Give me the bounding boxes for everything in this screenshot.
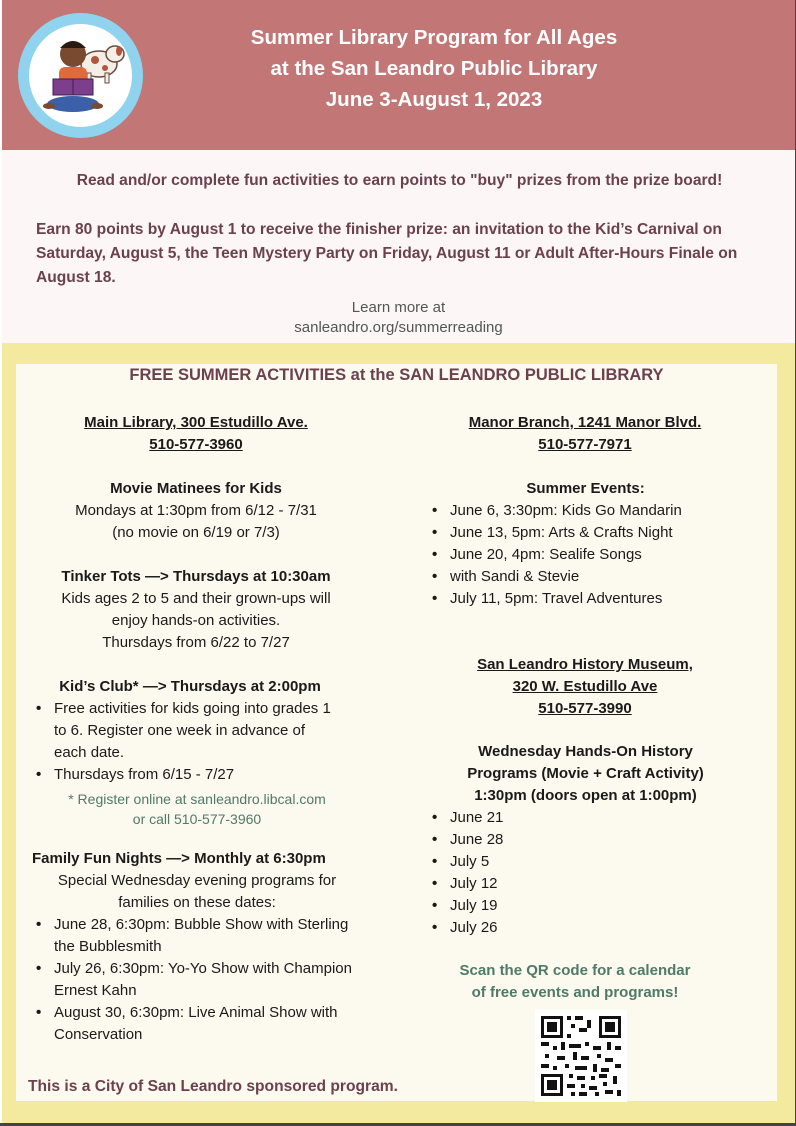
museum-address: 320 W. Estudillo Ave: [512, 678, 658, 695]
child-reading-with-dog-icon: [29, 24, 132, 127]
museum-dates-list: [428, 807, 748, 939]
family-line-2: families on these dates:: [118, 894, 276, 911]
title-line-2: at the San Leandro Public Library: [270, 57, 598, 80]
tinker-line-2: enjoy hands-on activities.: [111, 612, 281, 629]
kids-club-list: [32, 698, 332, 786]
intro-paragraph: Earn 80 points by August 1 to receive the finisher prize: an invitation to the Kid’s Carnival on Saturday, August 5, the Teen Mystery Party on Friday, August 11 or Adult After-Hours Finale on August 18.: [36, 221, 738, 286]
list-item: • July 11, 5pm: Travel Adventures: [428, 588, 748, 610]
list-item: • June 21: [428, 807, 748, 829]
list-item: • July 12: [428, 873, 748, 895]
intro-section: [2, 150, 795, 343]
museum-phone: 510-577-3990: [538, 700, 632, 717]
family-title: Family Fun Nights —> Monthly at 6:30pm: [32, 850, 326, 867]
kids-club-note: [32, 789, 362, 829]
museum-program-line-3: 1:30pm (doors open at 1:00pm): [474, 787, 697, 804]
tinker-line-1: Kids ages 2 to 5 and their grown-ups will: [61, 590, 331, 607]
qr-code-icon: [535, 1010, 627, 1102]
family-line-1: Special Wednesday evening programs for: [57, 872, 337, 889]
kids-club-title: Kid’s Club* —> Thursdays at 2:00pm: [59, 678, 321, 695]
family-fun-section: [32, 848, 372, 1046]
header-banner: [2, 0, 795, 150]
tinker-tots-section: [30, 566, 362, 654]
sponsor-note: This is a City of San Leandro sponsored program.: [28, 1078, 398, 1095]
tinker-title: Tinker Tots —> Thursdays at 10:30am: [61, 568, 331, 585]
header-title: [174, 22, 694, 115]
manor-events-title: Summer Events:: [526, 480, 645, 497]
qr-code[interactable]: [535, 1010, 627, 1102]
list-item: • June 28: [428, 829, 748, 851]
register-phone-note: or call 510-577-3960: [132, 811, 262, 827]
museum-name: San Leandro History Museum,: [477, 656, 693, 673]
list-item: • June 13, 5pm: Arts & Crafts Night: [428, 522, 748, 544]
manor-events-list: [428, 500, 748, 610]
list-item: • with Sandi & Stevie: [428, 566, 748, 588]
list-item: • July 19: [428, 895, 748, 917]
tinker-line-3: Thursdays from 6/22 to 7/27: [102, 634, 290, 651]
learn-more-label: Learn more at: [351, 299, 446, 316]
movie-matinees-section: [40, 478, 352, 544]
intro-headline: Read and/or complete fun activities to earn points to "buy" prizes from the prize board!: [76, 172, 723, 189]
list-item: • August 30, 6:30pm: Live Animal Show with Conservation: [32, 1002, 362, 1046]
museum-program-line-1: Wednesday Hands-On History: [478, 743, 693, 760]
museum-program-section: [428, 741, 748, 939]
list-item: • Thursdays from 6/15 - 7/27: [32, 764, 332, 786]
manor-events-section: [428, 478, 748, 610]
list-item: • July 26, 6:30pm: Yo-Yo Show with Champion Ernest Kahn: [32, 958, 362, 1002]
list-item: • July 5: [428, 851, 748, 873]
main-library-phone: 510-577-3960: [149, 436, 243, 453]
title-line-3: June 3-August 1, 2023: [325, 88, 543, 111]
list-item: • June 20, 4pm: Sealife Songs: [428, 544, 748, 566]
main-library-name: Main Library, 300 Estudillo Ave.: [84, 414, 308, 431]
list-item: • July 26: [428, 917, 748, 939]
movie-title: Movie Matinees for Kids: [110, 480, 282, 497]
library-logo: [18, 13, 143, 138]
list-item: • June 6, 3:30pm: Kids Go Mandarin: [428, 500, 748, 522]
family-list: [32, 914, 362, 1046]
manor-branch-header: [430, 412, 740, 456]
summer-reading-link[interactable]: sanleandro.org/summerreading: [294, 319, 503, 336]
qr-caption-line-1: Scan the QR code for a calendar: [459, 962, 691, 979]
movie-line-1: Mondays at 1:30pm from 6/12 - 7/31: [75, 502, 317, 519]
register-online-note: * Register online at sanleandro.libcal.com: [68, 791, 326, 807]
museum-program-line-2: Programs (Movie + Craft Activity): [467, 765, 704, 782]
manor-name: Manor Branch, 1241 Manor Blvd.: [468, 414, 702, 431]
kids-club-section: [32, 676, 372, 829]
title-line-1: Summer Library Program for All Ages: [250, 26, 618, 49]
activities-title: FREE SUMMER ACTIVITIES at the SAN LEANDRO PUBLIC LIBRARY: [129, 366, 664, 384]
museum-header: [430, 654, 740, 720]
manor-phone: 510-577-7971: [538, 436, 632, 453]
movie-line-2: (no movie on 6/19 or 7/3): [112, 524, 280, 541]
main-library-header: [40, 412, 352, 456]
learn-more: [202, 298, 595, 338]
list-item: • Free activities for kids going into grades 1 to 6. Register one week in advance of each date.: [32, 698, 332, 764]
qr-caption-line-2: of free events and programs!: [471, 984, 679, 1001]
list-item: • June 28, 6:30pm: Bubble Show with Sterling the Bubblesmith: [32, 914, 362, 958]
qr-caption: [425, 960, 725, 1004]
